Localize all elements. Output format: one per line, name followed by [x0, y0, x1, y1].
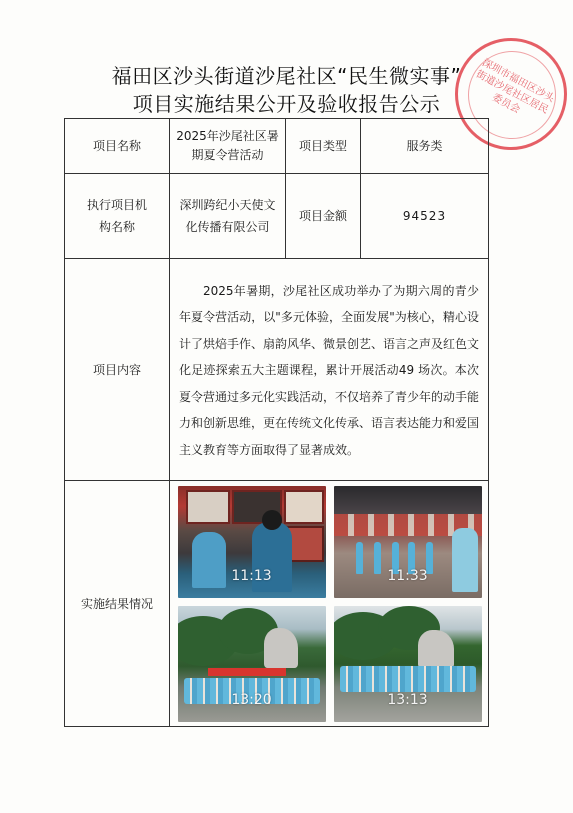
project-amount-value: 94523 [361, 174, 489, 259]
executing-org-label: 执行项目机构名称 [65, 174, 170, 259]
hall-photo [334, 486, 482, 598]
result-photos-cell [170, 481, 489, 727]
group-photo [178, 606, 326, 722]
project-content-text: 2025年暑期，沙尾社区成功举办了为期六周的青少年夏令营活动，以"多元体验，全面发展"为核心，精心设计了烘焙手作、扇韵风华、微景创艺、语言之声及红色文化足迹探索五大主题课程，累计开展活动49 场次。本次夏令营通过多元化实践活动，不仅培养了青少年的动手能力和创新思维，更在传统文化传承、语言表达能力和爱国主义教育等方面取得了显著成效。 [170, 259, 489, 481]
project-content-label: 项目内容 [65, 259, 170, 481]
project-report-table [64, 118, 489, 727]
exhibition-photo [178, 486, 326, 598]
project-type-label: 项目类型 [286, 119, 361, 174]
project-type-value: 服务类 [361, 119, 489, 174]
photo-timestamp: 11:33 [387, 568, 428, 584]
project-name-value: 2025年沙尾社区暑期夏令营活动 [170, 119, 286, 174]
document-title-line2: 项目实施结果公开及验收报告公示 [132, 92, 441, 116]
photo-timestamp: 13:13 [387, 692, 428, 708]
group-photo [334, 606, 482, 722]
photo-timestamp: 11:13 [231, 568, 272, 584]
executing-org-value: 深圳跨纪小天使文化传播有限公司 [170, 174, 286, 259]
project-amount-label: 项目金额 [286, 174, 361, 259]
photo-timestamp: 13:20 [231, 692, 272, 708]
result-label: 实施结果情况 [65, 481, 170, 727]
document-title-line1: 福田区沙头街道沙尾社区“民生微实事” [111, 64, 462, 88]
project-name-label: 项目名称 [65, 119, 170, 174]
seal-text: 深圳市福田区沙头街道沙尾社区居民委员会 [474, 57, 557, 117]
